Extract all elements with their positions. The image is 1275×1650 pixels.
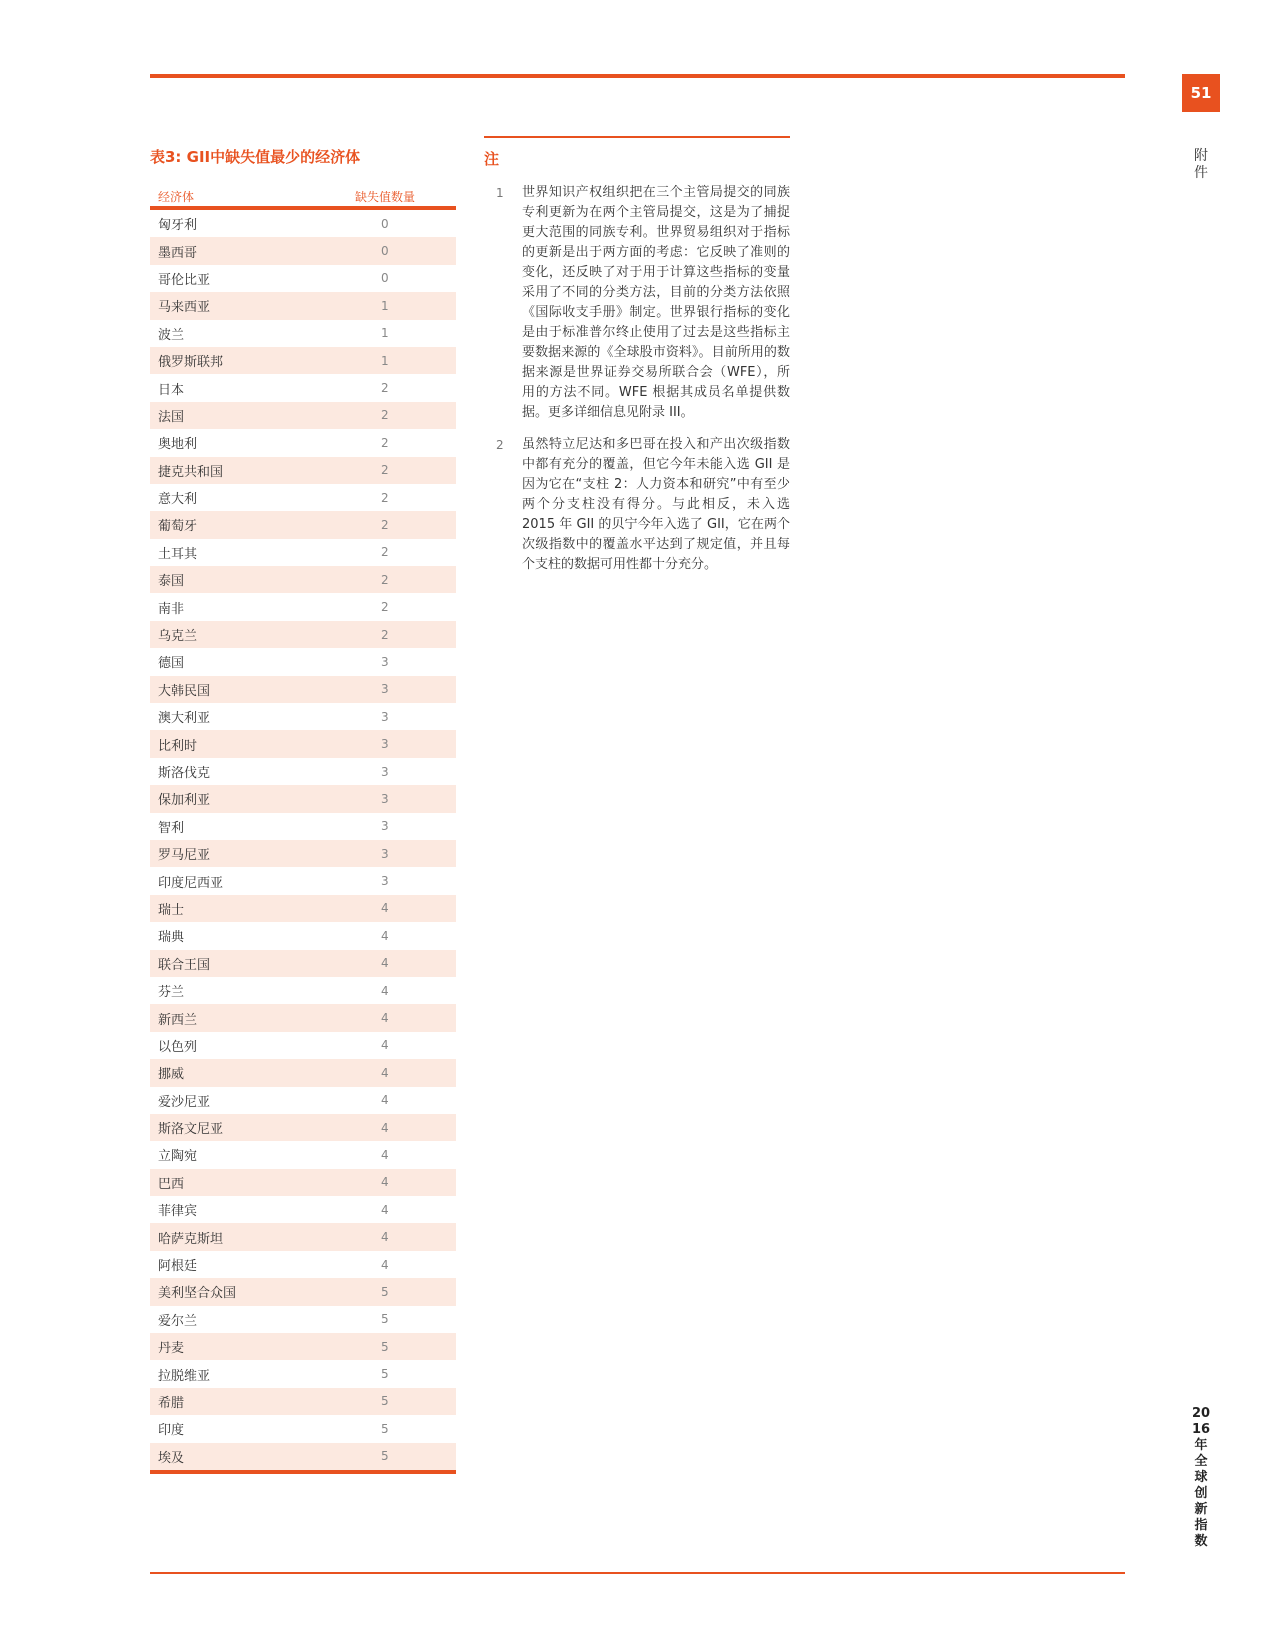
economy-name: 日本 — [158, 382, 185, 398]
missing-values-table — [150, 186, 456, 1474]
missing-count: 4 — [381, 956, 389, 971]
missing-count: 1 — [381, 326, 389, 341]
header-missing-count: 缺失值数量 — [355, 189, 416, 204]
economy-name: 俄罗斯联邦 — [158, 355, 224, 371]
economy-name: 匈牙利 — [158, 218, 198, 234]
missing-count: 2 — [381, 627, 389, 642]
table-row — [150, 1196, 456, 1223]
missing-count: 3 — [381, 709, 389, 724]
missing-count: 1 — [381, 353, 389, 368]
table-row — [150, 347, 456, 374]
economy-name: 大韩民国 — [158, 683, 211, 699]
table-row — [150, 977, 456, 1004]
missing-count: 4 — [381, 1093, 389, 1108]
economy-name: 澳大利亚 — [158, 711, 211, 727]
table-row — [150, 457, 456, 484]
missing-count: 3 — [381, 654, 389, 669]
economy-name: 以色列 — [158, 1039, 198, 1055]
table-row — [150, 593, 456, 620]
missing-count: 2 — [381, 545, 389, 560]
table-row — [150, 1360, 456, 1387]
economy-name: 新西兰 — [158, 1012, 198, 1028]
table-title: 表3: GII中缺失值最少的经济体 — [150, 148, 361, 166]
economy-name: 哥伦比亚 — [158, 272, 211, 288]
table-row — [150, 1032, 456, 1059]
missing-count: 5 — [381, 1449, 389, 1464]
economy-name: 爱尔兰 — [158, 1313, 198, 1329]
table-row — [150, 1169, 456, 1196]
economy-name: 爱沙尼亚 — [158, 1094, 211, 1110]
note-text: 虽然特立尼达和多巴哥在投入和产出次级指数中都有充分的覆盖，但它今年未能入选 GII 是因为它在“支柱 2：人力资本和研究”中有至少两个分支柱没有得分。与此相反，未入选 2015 年 GII 的贝宁今年入选了 GII，它在两个次级指数中的覆盖水平达到了规定值，并且每个支柱的数据可用性都十分充分。 — [522, 437, 790, 572]
table-row — [150, 539, 456, 566]
missing-count: 4 — [381, 1120, 389, 1135]
missing-count: 3 — [381, 764, 389, 779]
economy-name: 瑞士 — [158, 902, 185, 918]
missing-count: 1 — [381, 298, 389, 313]
note-item — [484, 183, 790, 423]
missing-count: 2 — [381, 572, 389, 587]
table-row — [150, 1278, 456, 1305]
table-row — [150, 840, 456, 867]
table-row — [150, 730, 456, 757]
section-label: 附件 — [1194, 148, 1208, 181]
economy-name: 比利时 — [158, 738, 198, 754]
missing-count: 0 — [381, 271, 389, 286]
table-row — [150, 1388, 456, 1415]
economy-name: 葡萄牙 — [158, 519, 198, 535]
note-number: 2 — [496, 438, 504, 452]
economy-name: 立陶宛 — [158, 1149, 198, 1165]
note-number: 1 — [496, 186, 504, 200]
economy-name: 捷克共和国 — [158, 464, 224, 480]
missing-count: 2 — [381, 517, 389, 532]
table-body — [150, 210, 456, 1470]
missing-count: 5 — [381, 1421, 389, 1436]
economy-name: 埃及 — [158, 1450, 185, 1466]
missing-count: 2 — [381, 381, 389, 396]
table-row — [150, 1141, 456, 1168]
economy-name: 保加利亚 — [158, 793, 211, 809]
table-row — [150, 895, 456, 922]
table-row — [150, 1415, 456, 1442]
economy-name: 奥地利 — [158, 437, 198, 453]
note-item — [484, 435, 790, 575]
economy-name: 哈萨克斯坦 — [158, 1231, 224, 1247]
table-row — [150, 703, 456, 730]
missing-count: 5 — [381, 1394, 389, 1409]
missing-count: 4 — [381, 1147, 389, 1162]
table-row — [150, 922, 456, 949]
economy-name: 挪威 — [158, 1067, 185, 1083]
table-row — [150, 511, 456, 538]
missing-count: 4 — [381, 1065, 389, 1080]
report-brand: 2016年全球创新指数 — [1191, 1406, 1211, 1549]
missing-count: 4 — [381, 1011, 389, 1026]
missing-count: 0 — [381, 216, 389, 231]
table-row — [150, 813, 456, 840]
table-row — [150, 484, 456, 511]
missing-count: 0 — [381, 244, 389, 259]
economy-name: 斯洛伐克 — [158, 766, 211, 781]
economy-name: 土耳其 — [158, 546, 198, 562]
top-rule — [150, 74, 1125, 78]
missing-count: 3 — [381, 737, 389, 752]
table-row — [150, 1443, 456, 1470]
table-row — [150, 566, 456, 593]
table-row — [150, 1306, 456, 1333]
economy-name: 墨西哥 — [158, 245, 198, 261]
economy-name: 拉脱维亚 — [158, 1368, 211, 1384]
table-row — [150, 265, 456, 292]
bottom-rule — [150, 1572, 1125, 1574]
economy-name: 波兰 — [158, 327, 185, 343]
table-row — [150, 1004, 456, 1031]
page-number: 51 — [1182, 74, 1220, 112]
economy-name: 乌克兰 — [158, 629, 198, 645]
missing-count: 4 — [381, 983, 389, 998]
economy-name: 法国 — [158, 409, 185, 425]
table-row — [150, 785, 456, 812]
economy-name: 芬兰 — [158, 985, 185, 1001]
table-row — [150, 867, 456, 894]
missing-count: 2 — [381, 490, 389, 505]
economy-name: 丹麦 — [158, 1341, 185, 1357]
table-row — [150, 429, 456, 456]
table-row — [150, 1333, 456, 1360]
missing-count: 2 — [381, 600, 389, 615]
table-row — [150, 1223, 456, 1250]
table-row — [150, 621, 456, 648]
economy-name: 意大利 — [158, 492, 198, 508]
missing-count: 5 — [381, 1367, 389, 1382]
missing-count: 4 — [381, 1038, 389, 1053]
missing-count: 4 — [381, 1257, 389, 1272]
economy-name: 德国 — [158, 656, 185, 672]
missing-count: 4 — [381, 1175, 389, 1190]
table-row — [150, 1087, 456, 1114]
table-bottom-rule — [150, 1470, 456, 1474]
missing-count: 5 — [381, 1339, 389, 1354]
missing-count: 3 — [381, 791, 389, 806]
missing-count: 5 — [381, 1312, 389, 1327]
economy-name: 阿根廷 — [158, 1259, 198, 1275]
economy-name: 瑞典 — [158, 930, 185, 946]
notes-title: 注 — [484, 150, 500, 168]
economy-name: 马来西亚 — [158, 300, 211, 316]
table-header — [150, 186, 456, 210]
economy-name: 印度尼西亚 — [158, 875, 224, 891]
note-text: 世界知识产权组织把在三个主管局提交的同族专利更新为在两个主管局提交，这是为了捕捉更大范围的同族专利。世界贸易组织对于指标的更新是出于两方面的考虑：它反映了准则的变化，还反映了对于用于计算这些指标的变量采用了不同的分类方法，目前的分类方法依照《国际收支手册》制定。世界银行指标的变化是由于标准普尔终止使用了过去是这些指标主要数据来源的《全球股市资料》。目前所用的数据来源是世界证券交易所联合会（WFE），所用的方法不同。WFE 根据其成员名单提供数据。更多详细信息见附录 III。 — [522, 185, 790, 420]
table-row — [150, 1251, 456, 1278]
table-row — [150, 292, 456, 319]
economy-name: 菲律宾 — [158, 1204, 198, 1220]
table-row — [150, 210, 456, 237]
table-row — [150, 1059, 456, 1086]
table-row — [150, 237, 456, 264]
notes-list — [484, 183, 790, 587]
economy-name: 泰国 — [158, 574, 185, 590]
table-row — [150, 676, 456, 703]
economy-name: 巴西 — [158, 1176, 185, 1192]
economy-name: 罗马尼亚 — [158, 848, 211, 864]
economy-name: 希腊 — [158, 1395, 185, 1411]
missing-count: 4 — [381, 1202, 389, 1217]
missing-count: 4 — [381, 1230, 389, 1245]
economy-name: 联合王国 — [158, 957, 211, 973]
table-row — [150, 402, 456, 429]
economy-name: 智利 — [158, 820, 185, 836]
economy-name: 南非 — [158, 601, 185, 617]
missing-count: 2 — [381, 463, 389, 478]
missing-count: 3 — [381, 846, 389, 861]
economy-name: 印度 — [158, 1423, 185, 1439]
table-row — [150, 648, 456, 675]
header-economy: 经济体 — [158, 189, 195, 204]
economy-name: 美利坚合众国 — [158, 1286, 237, 1302]
missing-count: 3 — [381, 819, 389, 834]
missing-count: 3 — [381, 682, 389, 697]
table-row — [150, 374, 456, 401]
table-row — [150, 950, 456, 977]
table-row — [150, 758, 456, 785]
missing-count: 3 — [381, 874, 389, 889]
notes-rule — [484, 136, 790, 138]
missing-count: 2 — [381, 435, 389, 450]
table-row — [150, 1114, 456, 1141]
table-row — [150, 320, 456, 347]
economy-name: 斯洛文尼亚 — [158, 1122, 224, 1138]
missing-count: 5 — [381, 1284, 389, 1299]
missing-count: 4 — [381, 901, 389, 916]
missing-count: 2 — [381, 408, 389, 423]
missing-count: 4 — [381, 928, 389, 943]
